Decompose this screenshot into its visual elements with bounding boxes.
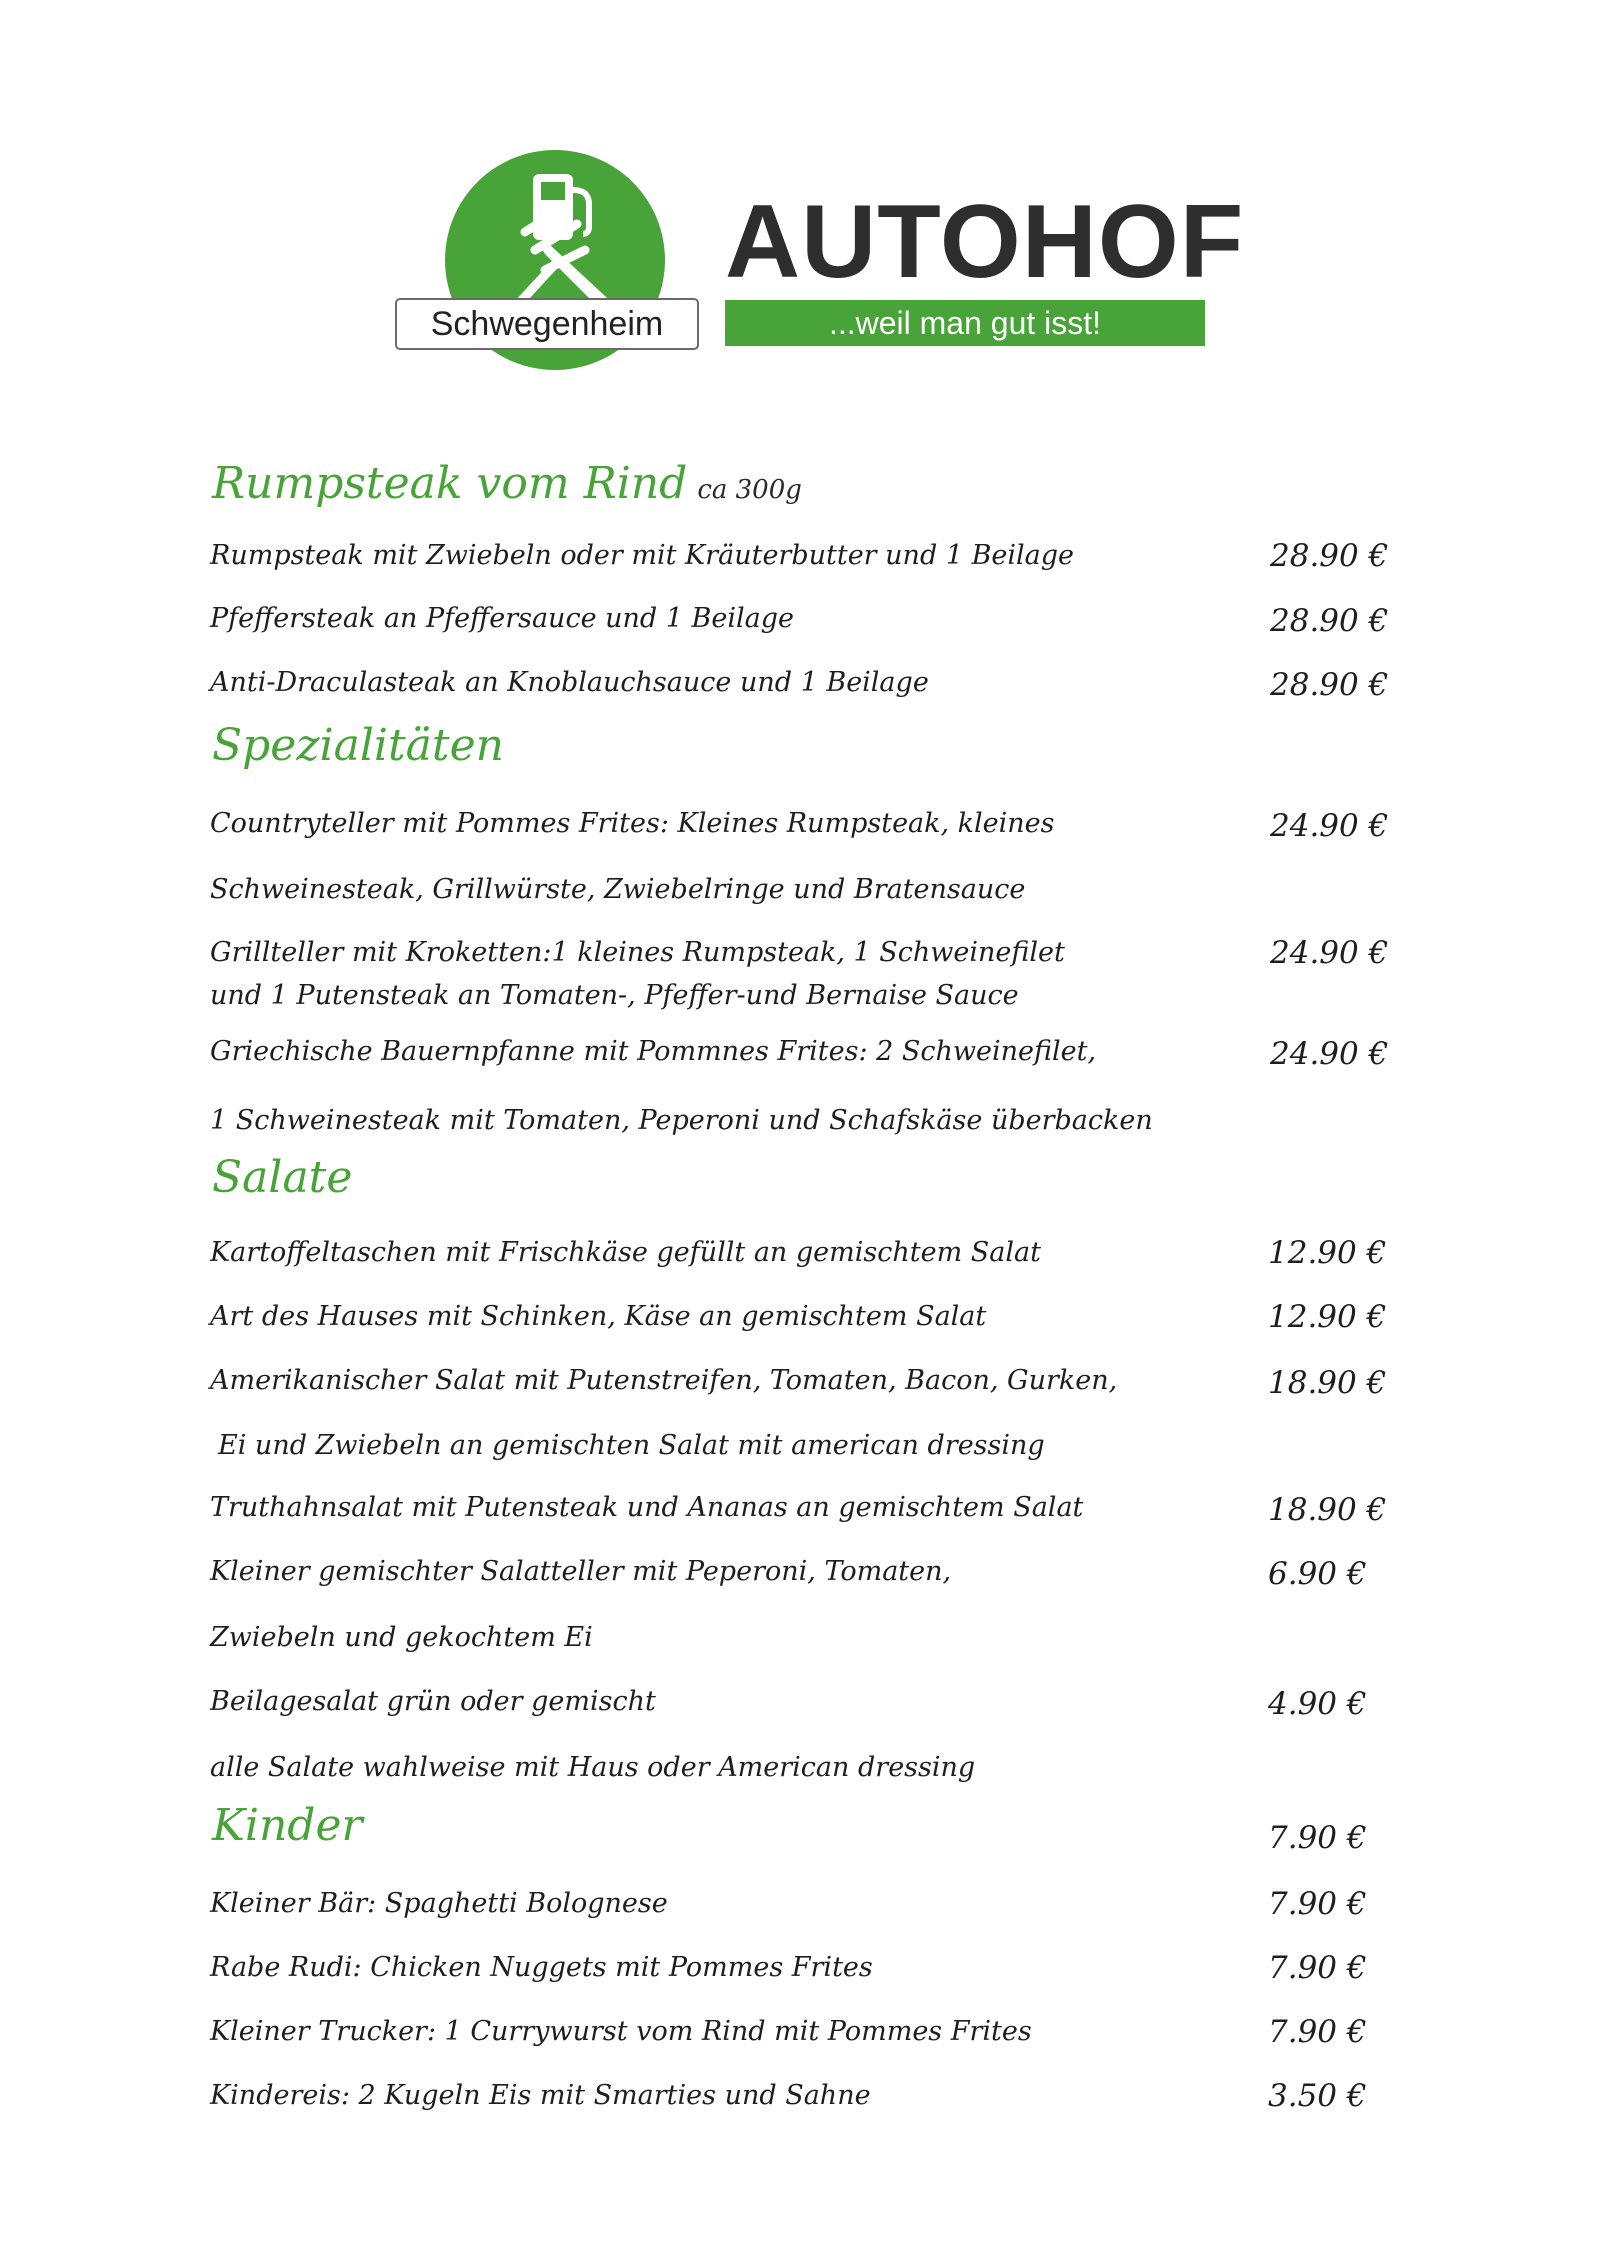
autohof-logo xyxy=(395,150,1245,380)
menu-item-price: 18.90 € xyxy=(1268,1492,1387,1528)
menu-item-price: 3.50 € xyxy=(1268,2078,1367,2114)
menu-item-price: 28.90 € xyxy=(1270,603,1389,639)
menu-item-cont: Zwiebeln und gekochtem Ei xyxy=(210,1622,593,1653)
menu-item-price: 28.90 € xyxy=(1270,538,1389,574)
menu-item-price: 18.90 € xyxy=(1268,1365,1387,1401)
menu-item-cont: Schweinesteak, Grillwürste, Zwiebelringe und Bratensauce xyxy=(210,874,1026,905)
menu-item-price: 7.90 € xyxy=(1268,2014,1367,2050)
menu-item-cont: 1 Schweinesteak mit Tomaten, Peperoni und Schafskäse überbacken xyxy=(210,1105,1153,1136)
menu-item-price: 24.90 € xyxy=(1270,935,1389,971)
salate-footnote: alle Salate wahlweise mit Haus oder American dressing xyxy=(210,1752,976,1783)
menu-item-price: 4.90 € xyxy=(1268,1686,1367,1722)
logo-slogan: ...weil man gut isst! xyxy=(725,300,1205,346)
menu-item-price: 12.90 € xyxy=(1268,1235,1387,1271)
menu-item-text: Rabe Rudi: Chicken Nuggets mit Pommes Frites xyxy=(210,1952,873,1983)
kinder-price: 7.90 € xyxy=(1268,1820,1367,1856)
menu-item-text: Griechische Bauernpfanne mit Pommnes Frites: 2 Schweinefilet, xyxy=(210,1036,1097,1067)
heading-title: Rumpsteak vom Rind xyxy=(212,458,688,509)
menu-item-price: 6.90 € xyxy=(1268,1556,1367,1592)
menu-item-text: Kleiner Bär: Spaghetti Bolognese xyxy=(210,1888,668,1919)
heading-kinder: Kinder xyxy=(212,1800,363,1851)
menu-item-price: 24.90 € xyxy=(1270,808,1389,844)
menu-item-cont: Ei und Zwiebeln an gemischten Salat mit american dressing xyxy=(218,1430,1045,1461)
heading-note: ca 300g xyxy=(697,475,802,505)
menu-item-text: Kartoffeltaschen mit Frischkäse gefüllt an gemischtem Salat xyxy=(210,1237,1041,1268)
heading-salate: Salate xyxy=(212,1152,353,1203)
menu-item-price: 12.90 € xyxy=(1268,1299,1387,1335)
menu-item-text: Amerikanischer Salat mit Putenstreifen, Tomaten, Bacon, Gurken, xyxy=(210,1365,1118,1396)
menu-item-text: Kleiner gemischter Salatteller mit Peperoni, Tomaten, xyxy=(210,1556,952,1587)
logo-brand: AUTOHOF xyxy=(725,184,1245,300)
menu-item-text: Beilagesalat grün oder gemischt xyxy=(210,1686,656,1717)
heading-spezialitaeten: Spezialitäten xyxy=(212,720,504,771)
menu-item-text: Rumpsteak mit Zwiebeln oder mit Kräuterbutter und 1 Beilage xyxy=(210,540,1075,571)
menu-item-price: 28.90 € xyxy=(1270,667,1389,703)
menu-item-price: 7.90 € xyxy=(1268,1886,1367,1922)
menu-item-price: 24.90 € xyxy=(1270,1036,1389,1072)
menu-item-text: Countryteller mit Pommes Frites: Kleines Rumpsteak, kleines xyxy=(210,808,1055,839)
menu-item-text: Kindereis: 2 Kugeln Eis mit Smarties und Sahne xyxy=(210,2080,871,2111)
menu-item-text: Pfeffersteak an Pfeffersauce und 1 Beilage xyxy=(210,603,794,634)
logo-town: Schwegenheim xyxy=(395,298,699,350)
heading-rumpsteak xyxy=(212,458,802,509)
menu-item-text: Kleiner Trucker: 1 Currywurst vom Rind mit Pommes Frites xyxy=(210,2016,1032,2047)
menu-item-text: Art des Hauses mit Schinken, Käse an gemischtem Salat xyxy=(210,1301,987,1332)
menu-item-text: Grillteller mit Kroketten:1 kleines Rumpsteak, 1 Schweinefilet xyxy=(210,937,1065,968)
menu-item-text: Truthahnsalat mit Putensteak und Ananas an gemischtem Salat xyxy=(210,1492,1084,1523)
menu-item-cont: und 1 Putensteak an Tomaten-, Pfeffer-und Bernaise Sauce xyxy=(210,980,1019,1011)
menu-item-text: Anti-Draculasteak an Knoblauchsauce und 1 Beilage xyxy=(210,667,929,698)
menu-item-price: 7.90 € xyxy=(1268,1950,1367,1986)
